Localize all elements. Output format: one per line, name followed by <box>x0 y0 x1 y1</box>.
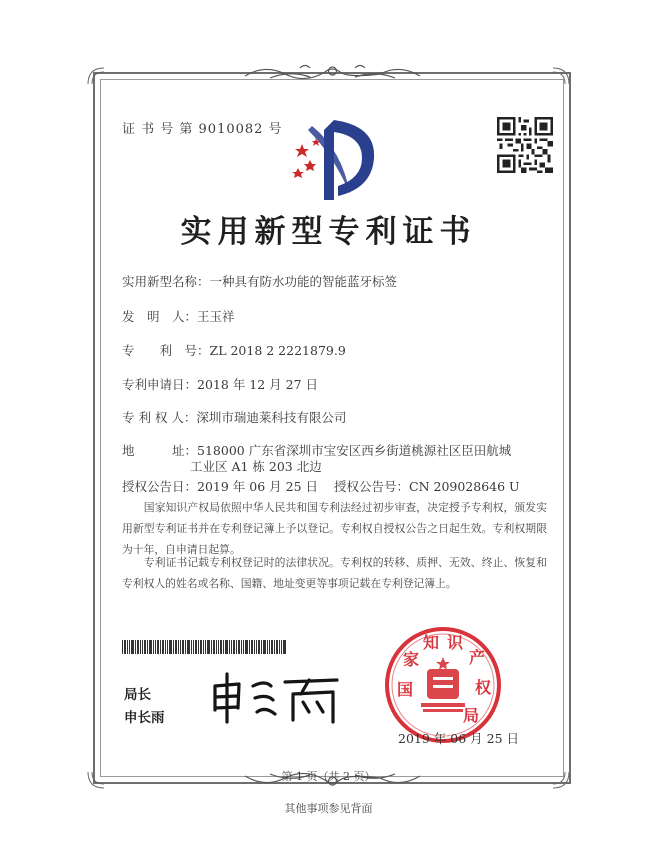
corner-ornament-top-left <box>86 66 106 86</box>
barcode <box>122 640 287 654</box>
patent-office-logo <box>282 116 377 204</box>
footer-note: 其他事项参见背面 <box>284 802 373 815</box>
official-seal <box>383 625 503 745</box>
patentee-label: 专 利 权 人： <box>122 410 197 425</box>
patent-number-row <box>122 341 346 359</box>
utility-model-name: 一种具有防水功能的智能蓝牙标签 <box>209 274 398 289</box>
svg-text:国: 国 <box>397 680 414 699</box>
certificate-title: 实用新型专利证书 <box>180 214 477 250</box>
svg-text:知: 知 <box>423 633 440 652</box>
inventor-label: 发 明 人： <box>122 309 198 324</box>
corner-ornament-top-right <box>551 66 571 86</box>
certificate-number: 证 书 号 第 9010082 号 <box>122 122 283 137</box>
patentee-name: 深圳市瑞迪莱科技有限公司 <box>196 410 347 425</box>
qr-code <box>497 117 553 173</box>
address-label: 地 址： <box>122 443 198 458</box>
address-line-1: 518000 广东省深圳市宝安区西乡街道桃源社区臣田航城 <box>197 443 512 458</box>
grant-number-row <box>334 477 520 495</box>
grant-number: CN 209028646 U <box>409 479 520 494</box>
svg-text:识: 识 <box>447 633 464 652</box>
address-line-2: 工业区 A1 栋 203 北边 <box>190 459 322 474</box>
director-name: 申长雨 <box>124 710 165 726</box>
grant-date-label: 授权公告日： <box>122 479 198 494</box>
top-ornament <box>240 62 425 82</box>
svg-text:产: 产 <box>469 648 486 667</box>
page-number: 第 1 页（共 2 页） <box>281 770 376 783</box>
utility-model-name-row <box>122 272 397 290</box>
inventor-name: 王玉祥 <box>197 309 235 324</box>
seal-date: 2019 年 06 月 25 日 <box>398 731 519 746</box>
patent-number: ZL 2018 2 2221879.9 <box>209 343 346 358</box>
svg-text:权: 权 <box>475 678 492 697</box>
grant-date-row <box>122 477 318 495</box>
patent-number-label: 专 利 号： <box>122 343 210 358</box>
patentee-row <box>122 408 346 426</box>
legal-status-paragraph: 专利证书记载专利权登记时的法律状况。专利权的转移、质押、无效、终止、恢复和专利权人的姓名或名称、国籍、地址变更等事项记载在专利登记簿上。 <box>122 556 547 590</box>
svg-text:局: 局 <box>463 706 480 725</box>
director-signature <box>205 668 345 726</box>
grant-date: 2019 年 06 月 25 日 <box>197 479 319 494</box>
utility-model-name-label: 实用新型名称： <box>122 274 210 289</box>
filing-date-row <box>122 375 318 393</box>
grant-number-label: 授权公告号： <box>334 479 410 494</box>
filing-date: 2018 年 12 月 27 日 <box>197 377 319 392</box>
filing-date-label: 专利申请日： <box>122 377 198 392</box>
svg-text:家: 家 <box>403 650 420 669</box>
grant-statement-paragraph: 国家知识产权局依照中华人民共和国专利法经过初步审查，决定授予专利权，颁发实用新型专利证书并在专利登记簿上予以登记。专利权自授权公告之日起生效。专利权期限为十年，自申请日起算。 <box>122 501 547 556</box>
inventor-row <box>122 307 235 325</box>
director-title: 局长 <box>124 687 151 703</box>
